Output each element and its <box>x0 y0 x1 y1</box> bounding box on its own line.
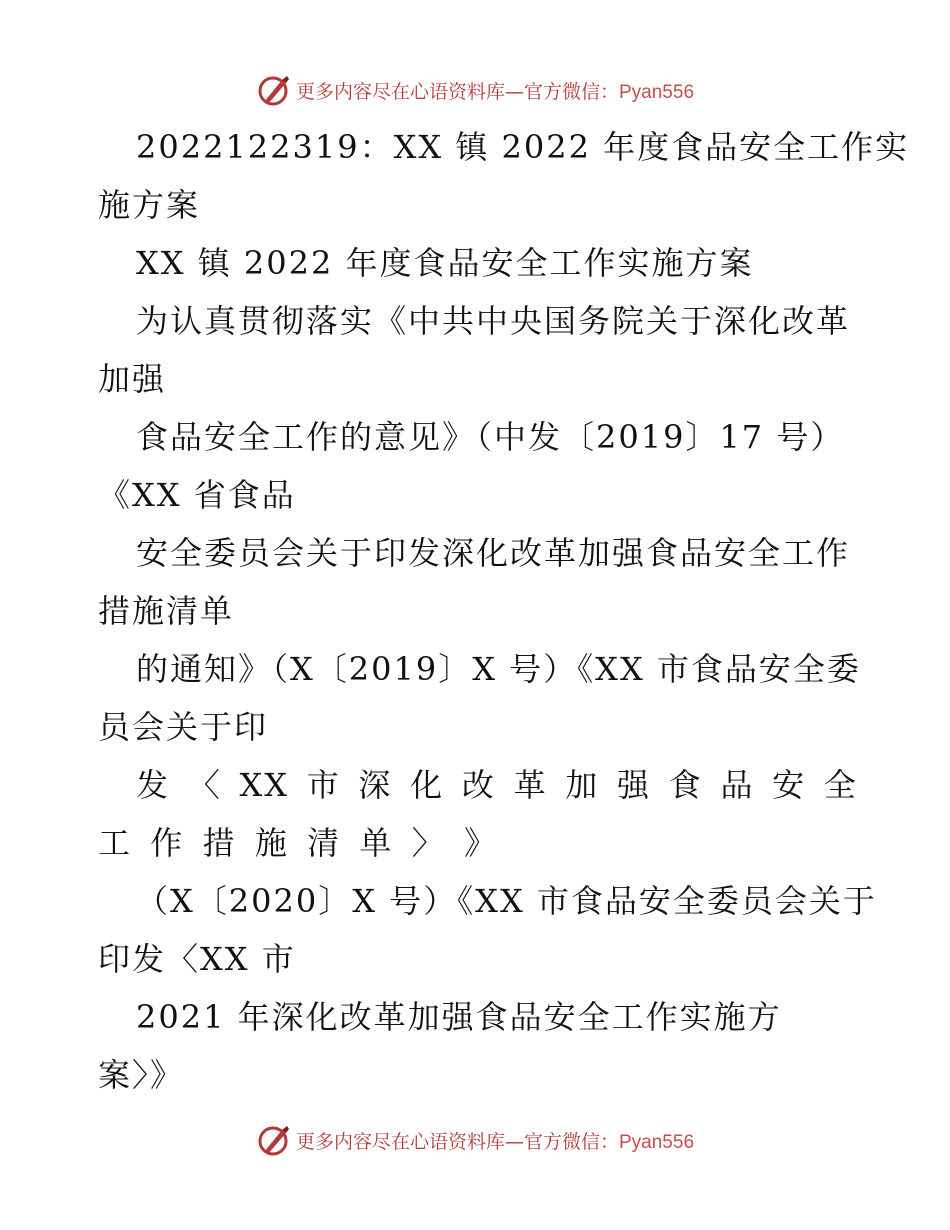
banner-text: 更多内容尽在心语资料库—官方微信： <box>295 1130 619 1153</box>
justified-line <box>98 814 498 872</box>
pen-logo-icon <box>256 1122 292 1158</box>
text-line: 加强 <box>98 360 167 398</box>
doc-title: XX 镇 2022 年度食品安全工作实施方案 <box>136 244 754 282</box>
text-token: 安 <box>772 766 807 804</box>
text-token: 〈 <box>187 766 222 804</box>
text-line: 措施清单 <box>98 592 235 630</box>
wechat-id: Pyan556 <box>619 81 695 103</box>
text-token: 》 <box>463 824 498 862</box>
text-token: 清 <box>307 824 342 862</box>
text-line: （X〔2020〕X 号）《XX 市食品安全委员会关于 <box>136 882 877 920</box>
text-token: 〉 <box>411 824 446 862</box>
text-token: 革 <box>513 766 548 804</box>
footer-watermark <box>0 1120 950 1160</box>
text-line: 员会关于印 <box>98 708 269 746</box>
text-token: 措 <box>202 824 237 862</box>
text-token: 化 <box>410 766 445 804</box>
text-line: 《XX 省食品 <box>98 476 296 514</box>
text-token: 深 <box>358 766 393 804</box>
wechat-id: Pyan556 <box>619 1131 695 1153</box>
text-token: 单 <box>359 824 394 862</box>
text-token: 工 <box>98 824 133 862</box>
text-token: 改 <box>461 766 496 804</box>
text-line: 2021 年深化改革加强食品安全工作实施方 <box>136 998 782 1036</box>
text-line: 安全委员会关于印发深化改革加强食品安全工作 <box>136 534 851 572</box>
text-token: 加 <box>565 766 600 804</box>
text-line: 食品安全工作的意见》（中发〔2019〕17 号） <box>136 418 845 456</box>
document-body <box>98 118 910 1104</box>
text-token: XX <box>239 766 289 804</box>
text-line: 为认真贯彻落实《中共中央国务院关于深化改革 <box>136 302 851 340</box>
text-token: 全 <box>823 766 858 804</box>
text-line: 施方案 <box>98 186 201 224</box>
banner-text: 更多内容尽在心语资料库—官方微信： <box>295 80 619 103</box>
text-line: 印发〈XX 市 <box>98 940 296 978</box>
text-token: 食 <box>668 766 703 804</box>
text-token: 品 <box>720 766 755 804</box>
text-line: 2022122319：XX 镇 2022 年度食品安全工作实 <box>136 128 910 166</box>
pen-logo-icon <box>256 72 292 108</box>
justified-line <box>98 756 858 814</box>
text-token: 作 <box>150 824 185 862</box>
header-watermark <box>0 70 950 110</box>
text-line: 案〉》 <box>98 1056 185 1094</box>
text-token: 强 <box>617 766 652 804</box>
text-token: 发 <box>136 766 171 804</box>
text-token: 施 <box>254 824 289 862</box>
text-token: 市 <box>306 766 341 804</box>
text-line: 的通知》（X〔2019〕X 号）《XX 市食品安全委 <box>136 650 861 688</box>
